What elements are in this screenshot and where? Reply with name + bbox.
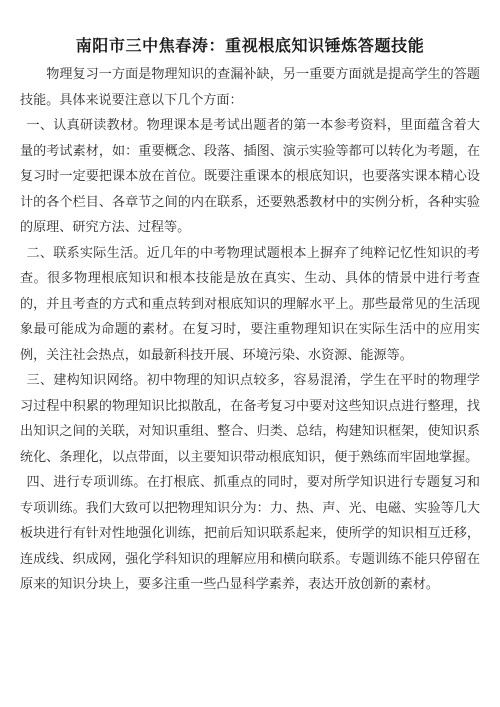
section-paragraph-2: 二、联系实际生活。近几年的中考物理试题根本上摒弃了纯粹记忆性知识的考查。很多物理根底知识和根本技能是放在真实、生动、具体的情景中进行考查的，并且考查的方式和重点转到对根底知识的理解水平上。那些最常见的生活现象最可能成为命题的素材。在复习时，要注重物理知识在实际生活中的应用实例，关注社会热点，如最新科技开展、环境污染、水资源、能源等。 bbox=[20, 245, 480, 363]
section-paragraph-4: 四、进行专项训练。在打根底、抓重点的同时，要对所学知识进行专题复习和专项训练。我们大致可以把物理知识分为：力、热、声、光、电磁、实验等几大板块进行有针对性地强化训练，把前后知识联系起来，使所学的知识相互迁移，连成线、织成网，强化学科知识的理解应用和横向联系。专题训练不能只停留在原来的知识分块上，要多注重一些凸显科学素养，表达开放创新的素材。 bbox=[20, 475, 480, 592]
document-title: 南阳市三中焦春涛：重视根底知识锤炼答题技能 bbox=[75, 36, 425, 55]
section-paragraph-1: 一、认真研读教材。物理课本是考试出题者的第一本参考资料，里面蕴含着大量的考试素材，如：重要概念、段落、插图、演示实验等都可以转化为考题，在复习时一定要把课本放在首位。既要注重课本的根底知识，也要落实课本精心设计的各个栏目、各章节之间的内在联系，还要熟悉教材中的实例分析，各种实验的原理、研究方法、过程等。 bbox=[20, 118, 480, 235]
intro-paragraph: 物理复习一方面是物理知识的查漏补缺，另一重要方面就是提高学生的答题技能。具体来说要注意以下几个方面： bbox=[20, 67, 480, 108]
section-paragraph-3: 三、建构知识网络。初中物理的知识点较多，容易混淆，学生在平时的物理学习过程中积累的物理知识比拟散乱，在备考复习中要对这些知识点进行整理，找出知识之间的关联，对知识重组、整合、归类、总结，构建知识框架，使知识系统化、条理化，以点带面，以主要知识带动根底知识，便于熟练而牢固地掌握。 bbox=[20, 373, 480, 465]
document-body bbox=[20, 62, 480, 598]
